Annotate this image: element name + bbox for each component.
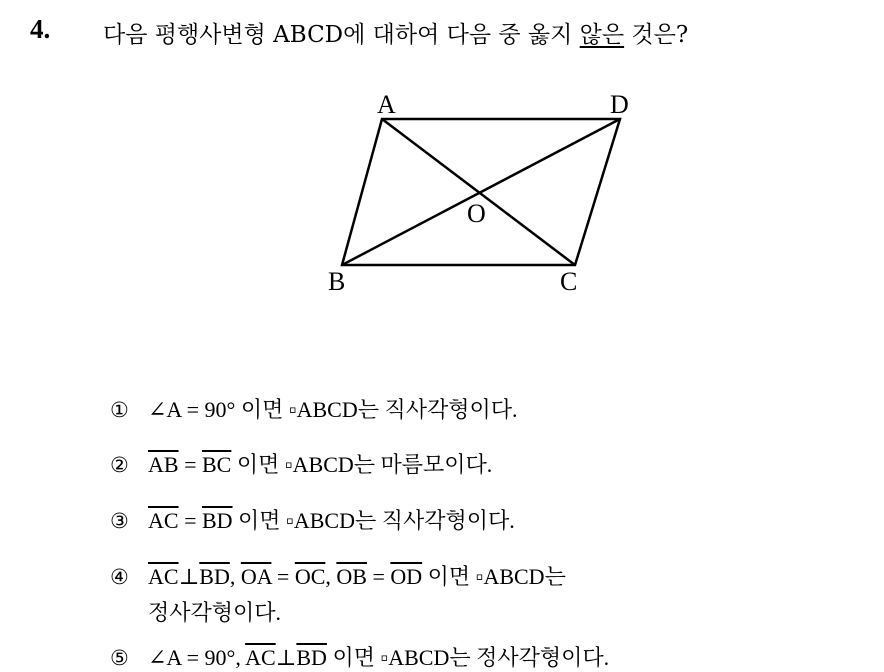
segment-name: $\overline{OB}$ (336, 564, 367, 589)
option-text: , (229, 564, 241, 589)
diagonal-bd (342, 119, 620, 265)
option-text: ∠A = 90°, (148, 645, 246, 670)
option-5[interactable] (110, 641, 609, 672)
vertex-label-b: B (328, 267, 346, 296)
option-number: ④ (110, 565, 129, 589)
segment-name: $\overline{AC}$ (148, 508, 179, 533)
option-text: = (178, 508, 202, 533)
option-text: = (271, 564, 295, 589)
vertex-label-d: D (610, 90, 629, 119)
option-text: ⊥ (178, 564, 200, 589)
segment-name: $\overline{BC}$ (201, 452, 232, 477)
center-label-o: O (467, 199, 486, 228)
option-text: 이면 ▫ABCD는 정사각형이다. (326, 645, 610, 670)
option-text: 이면 ▫ABCD는 직사각형이다. (232, 508, 515, 533)
vertex-label-a: A (377, 90, 396, 119)
question-text (103, 16, 688, 49)
option-4-continuation: 정사각형이다. (148, 600, 282, 625)
question-number: 4. (30, 14, 51, 44)
question-text-before: 다음 평행사변형 ABCD에 대하여 다음 중 옳지 (103, 22, 580, 48)
option-text: ⊥ (275, 645, 297, 670)
option-text: = (178, 452, 202, 477)
option-3[interactable] (110, 504, 515, 535)
option-number: ① (110, 398, 129, 422)
option-1[interactable] (110, 393, 518, 424)
segment-name: $\overline{AC}$ (148, 564, 179, 589)
option-number: ③ (110, 509, 129, 533)
option-text: 이면 ▫ABCD는 (422, 564, 566, 589)
segment-name: $\overline{OA}$ (240, 564, 272, 589)
parallelogram-figure (320, 85, 650, 300)
option-text: = (366, 564, 391, 589)
segment-name: $\overline{OD}$ (390, 564, 423, 589)
vertex-label-c: C (560, 267, 578, 296)
option-number: ② (110, 453, 129, 477)
segment-name: $\overline{BD}$ (199, 564, 230, 589)
option-text: , (325, 564, 337, 589)
option-4[interactable] (110, 560, 566, 591)
option-2[interactable] (110, 448, 492, 479)
option-text: 이면 ▫ABCD는 마름모이다. (231, 452, 493, 477)
question-text-underlined: 않은 (579, 22, 625, 48)
question-text-after: 것은? (624, 22, 689, 48)
segment-name: $\overline{BD}$ (296, 645, 327, 670)
segment-name: $\overline{OC}$ (294, 564, 326, 589)
option-text: ∠A = 90° 이면 ▫ABCD는 직사각형이다. (148, 397, 518, 422)
option-number: ⑤ (110, 646, 129, 670)
segment-name: $\overline{BD}$ (201, 508, 233, 533)
segment-name: $\overline{AB}$ (148, 452, 179, 477)
segment-name: $\overline{AC}$ (245, 645, 276, 670)
